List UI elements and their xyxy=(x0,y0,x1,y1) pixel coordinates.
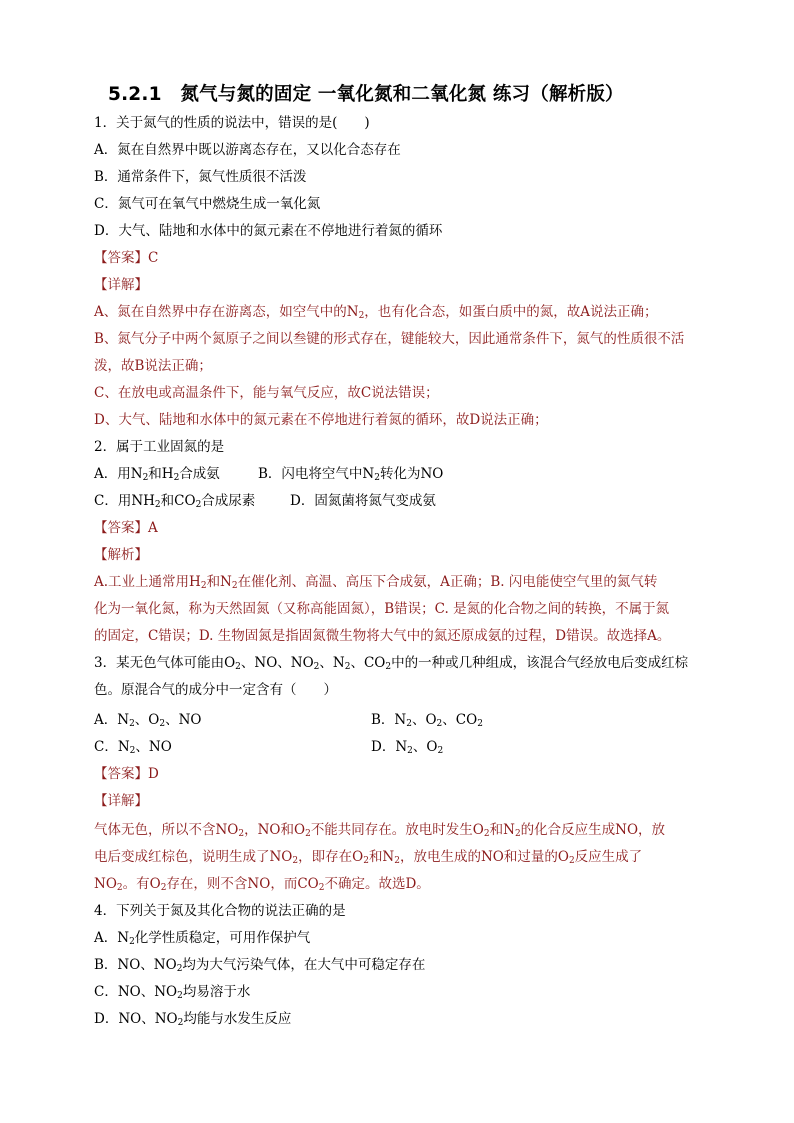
q2-option-d: D．固氮菌将氮气变成氨 xyxy=(290,493,436,509)
q1-option-d: D．大气、陆地和水体中的氮元素在不停地进行着氮的循环 xyxy=(94,223,443,239)
q1-option-b: B．通常条件下，氮气性质很不活泼 xyxy=(94,169,307,185)
q4-option-c: C．NO、$NO_2$均易溶于水 xyxy=(94,984,251,1001)
q3-explanation-line-2: 电后变成红棕色，说明生成了$NO_2$，即存在$O_2$和$N_2$，放电生成的NO和过量的$O_2$反应生成了 xyxy=(94,849,643,866)
q3-stem-line-2: 色。原混合气的成分中一定含有（ ） xyxy=(94,682,337,698)
q2-explanation-line-3: 的固定，C错误；D. 生物固氮是指固氮微生物将大气中的氮还原成氨的过程，D错误。故选择A。 xyxy=(94,628,671,644)
q4-option-b: B．NO、$NO_2$均为大气污染气体，在大气中可稳定存在 xyxy=(94,957,426,974)
answer-tag: 【答案】 xyxy=(94,766,148,782)
page-title: 5.2.1 氮气与氮的固定 一氧化氮和二氧化氮 练习（解析版） xyxy=(108,84,624,105)
q1-explanation-line-4: C、在放电或高温条件下，能与氧气反应，故C说法错误； xyxy=(94,385,439,401)
q3-option-b: B．$N_2$、$O_2$、$CO_2$ xyxy=(371,712,483,729)
q2-option-b: B．闪电将空气中$N_2$转化为NO xyxy=(258,466,444,483)
q4-stem: 4．下列关于氮及其化合物的说法正确的是 xyxy=(94,903,346,919)
q3-explanation-line-1: 气体无色，所以不含$NO_2$，NO和$O_2$不能共同存在。放电时发生$O_2$和$N_2$的化合反应生成NO，放 xyxy=(94,822,666,839)
answer-tag: 【答案】 xyxy=(94,250,148,266)
answer-value: D xyxy=(148,766,159,782)
q1-option-a: A．氮在自然界中既以游离态存在，又以化合态存在 xyxy=(94,142,401,158)
q1-answer xyxy=(94,249,158,267)
q4-option-d: D．NO、$NO_2$均能与水发生反应 xyxy=(94,1011,292,1028)
q3-answer xyxy=(94,765,159,783)
q1-explanation-line-5: D、大气、陆地和水体中的氮元素在不停地进行着氮的循环，故D说法正确； xyxy=(94,412,548,428)
q2-explanation-line-1: A.工业上通常用$H_2$和$N_2$在催化剂、高温、高压下合成氨，A正确；B. 闪电能使空气里的氮气转 xyxy=(94,574,658,591)
q2-option-c: C．用$NH_2$和$CO_2$合成尿素 xyxy=(94,493,256,510)
q3-option-a: A．$N_2$、$O_2$、NO xyxy=(94,712,202,729)
q3-option-c: C．$N_2$、NO xyxy=(94,739,172,756)
q1-option-c: C．氮气可在氧气中燃烧生成一氧化氮 xyxy=(94,196,321,212)
q2-stem: 2．属于工业固氮的是 xyxy=(94,439,225,455)
q2-explanation-line-2: 化为一氧化氮，称为天然固氮（又称高能固氮），B错误；C. 是氮的化合物之间的转换，不属于氮 xyxy=(94,601,670,617)
q2-option-a: A．用$N_2$和$H_2$合成氨 xyxy=(94,466,220,483)
answer-value: C xyxy=(148,250,159,266)
q3-stem-line-1: 3．某无色气体可能由$O_2$、NO、$NO_2$、$N_2$、$CO_2$中的一种或几种组成，该混合气经放电后变成红棕 xyxy=(94,655,689,672)
answer-tag: 【答案】 xyxy=(94,520,148,536)
q3-option-d: D．$N_2$、$O_2$ xyxy=(371,739,444,756)
q3-detail-tag: 【详解】 xyxy=(94,793,148,809)
q1-explanation-line-1: A、氮在自然界中存在游离态，如空气中的$N_2$，也有化合态，如蛋白质中的氮，故A说法正确； xyxy=(94,304,658,321)
q3-explanation-line-3: $NO_2$。有$O_2$存在，则不含NO，而$CO_2$不确定。故选D。 xyxy=(94,876,430,893)
q2-answer xyxy=(94,519,158,537)
q4-option-a: A．$N_2$化学性质稳定，可用作保护气 xyxy=(94,930,311,947)
answer-value: A xyxy=(148,520,158,536)
q1-stem: 1．关于氮气的性质的说法中，错误的是( ) xyxy=(94,115,370,131)
q2-detail-tag: 【解析】 xyxy=(94,547,148,563)
q1-explanation-line-2: B、氮气分子中两个氮原子之间以叁键的形式存在，键能较大，因此通常条件下，氮气的性质很不活 xyxy=(94,331,685,347)
q1-detail-tag: 【详解】 xyxy=(94,277,148,293)
q1-explanation-line-3: 泼，故B说法正确； xyxy=(94,358,212,374)
